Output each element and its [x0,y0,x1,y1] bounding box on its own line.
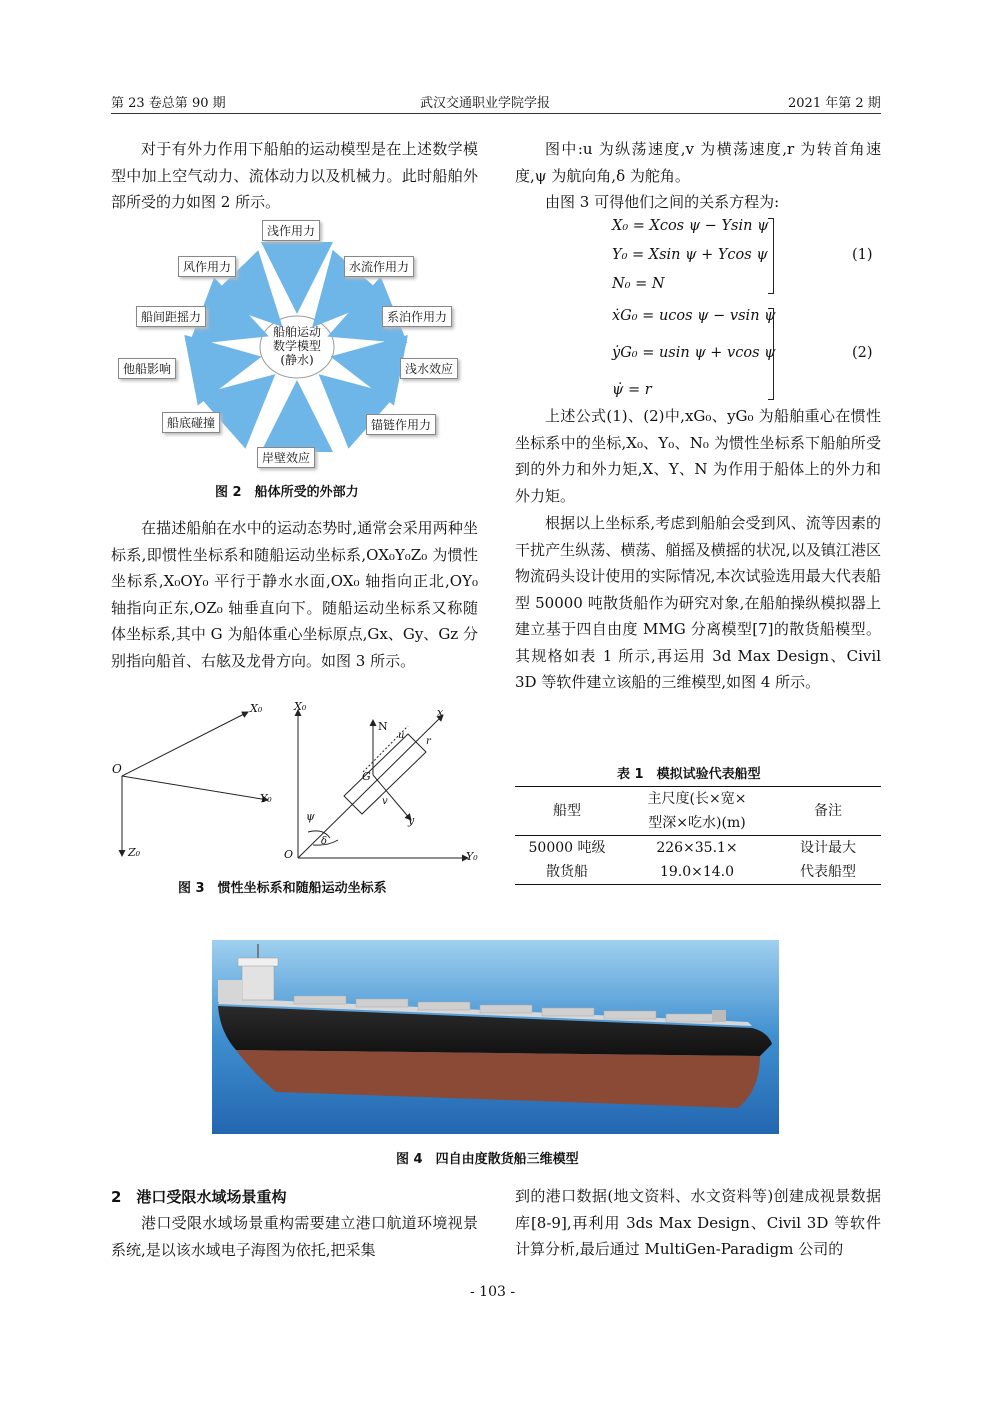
force-box: 风作用力 [178,256,236,277]
fig3-label: δ [321,836,328,847]
force-box: 水流作用力 [344,256,414,277]
right-paragraph-1: 图中:u 为纵荡速度,v 为横荡速度,r 为转首角速度,ψ 为航向角,δ 为舵角。 [515,140,881,185]
force-box: 浅水效应 [400,358,458,379]
page-number: - 103 - [470,1284,516,1300]
header-journal: 武汉交通职业学院学报 [420,96,551,111]
force-box: 系泊作用力 [382,306,452,327]
eq2-brace [768,308,774,400]
table-1-caption: 表 1 模拟试验代表船型 [617,767,761,782]
fig3-label: X₀ [250,702,263,715]
section-2-paragraph-1: 港口受限水域场景重构需要建立港口航道环境视景系统,是以该水域电子海图为依托,把采集 [111,1214,478,1259]
header-volume: 第 23 卷总第 90 期 [111,96,226,111]
table-1 [515,786,881,885]
eq1-line: X₀ = Xcos ψ − Ysin ψ [612,218,769,234]
header-issue: 2021 年第 2 期 [788,96,881,111]
left-paragraph-1: 对于有外力作用下船舶的运动模型是在上述数学模型中加上空气动力、流体动力以及机械力。此时船舶外部所受的力如图 2 所示。 [111,140,478,211]
fig3-label: r [426,736,431,747]
fig3-label: x [437,706,444,719]
table-header-cell: 备注 [814,803,842,819]
fig3-label: u [398,730,405,741]
coordinate-diagram [108,700,483,872]
table-header-cell: 船型 [553,803,581,819]
figure-4-caption: 图 4 四自由度散货船三维模型 [396,1152,579,1167]
eq1-line: Y₀ = Xsin ψ + Ycos ψ [612,247,768,263]
force-box: 浅作用力 [262,220,320,241]
force-box: 他船影响 [118,358,176,379]
fig3-label: O [284,848,294,861]
section-2-paragraph-2: 到的港口数据(地文资料、水文资料等)创建成视景数据库[8-9],再利用 3ds Max Design、Civil 3D 等软件计算分析,最后通过 MultiGen-Paradigm 公司的 [515,1187,881,1258]
table-cell: 226×35.1× 19.0×14.0 [656,840,738,880]
figure-3 [108,700,483,872]
figure-4 [212,940,779,1134]
header-rule [111,113,881,114]
force-box: 岸壁效应 [257,447,315,468]
figure-3-caption: 图 3 惯性坐标系和随船运动坐标系 [178,881,387,896]
right-paragraph-2: 由图 3 可得他们之间的关系方程为: [545,193,780,211]
table-cell: 设计最大 代表船型 [800,840,856,880]
eq1-number: (1) [852,247,873,263]
left-paragraph-2: 在描述船舶在水中的运动态势时,通常会采用两种坐标系,即惯性坐标系和随船运动坐标系,OX₀Y₀Z₀ 为惯性坐标系,X₀OY₀ 平行于静水水面,OX₀ 轴指向正北,OY₀ 轴指向正东,OZ₀ 轴垂直向下。随船运动坐标系又称随体坐标系,其中 G 为船体重心坐标原点,Gx、Gy、Gz 分别指向船首、右舷及龙骨方向。如图 3 所示。 [111,519,478,670]
fig3-label: v [382,796,388,807]
fig3-label: N [378,720,388,733]
fig3-label: y [408,814,415,827]
right-paragraph-4: 根据以上坐标系,考虑到船舶会受到风、流等因素的干扰产生纵荡、横荡、艏摇及横摇的状况,以及镇江港区物流码头设计使用的实际情况,本次试验选用最大代表船型 50000 吨散货船作为研究对象,在船舶操纵模拟器上建立基于四自由度 MMG 分离模型[7]的散货船模型。其规格如表 1 所示,再运用 3d Max Design、Civil 3D 等软件建立该船的三维模型,如图 4 所示。 [515,514,881,691]
fig3-label: ψ [306,810,315,823]
eq2-line: ψ̇ = r [612,382,652,398]
eq2-number: (2) [852,345,873,361]
right-paragraph-3: 上述公式(1)、(2)中,xG₀、yG₀ 为船舶重心在惯性坐标系中的坐标,X₀、Y₀、N₀ 为惯性坐标系下船舶所受到的外力和外力矩,X、Y、N 为作用于船体上的外力和外力矩。 [515,407,881,505]
table-row [515,836,881,885]
figure-2 [112,214,478,476]
table-cell: 50000 吨级 散货船 [528,840,606,880]
table-header-cell: 主尺度(长×宽× 型深×吃水)(m) [647,791,747,831]
ship-render [212,940,779,1134]
force-box: 锚链作用力 [366,414,436,435]
eq1-brace [768,218,774,294]
table-header-row [515,787,881,836]
fig3-label: Y₀ [466,850,478,863]
eq2-line: ẋG₀ = ucos ψ − vsin ψ [612,308,776,324]
superstructure [242,964,274,1000]
force-box: 船底碰撞 [162,412,220,433]
fig3-label: Y₀ [260,792,272,805]
fig3-label: G [362,770,371,783]
fig3-label: X₀ [294,700,307,713]
section-2-title: 2 港口受限水域场景重构 [111,1188,287,1206]
eq1-line: N₀ = N [612,276,665,292]
force-box: 船间距摇力 [136,306,206,327]
eq2-line: ẏG₀ = usin ψ + vcos ψ [612,345,776,361]
fig3-label: O [112,762,122,776]
figure-2-caption: 图 2 船体所受的外部力 [215,485,359,500]
fig3-label: Z₀ [128,846,141,859]
center-label: 船舶运动 数学模型 (静水) [272,325,321,367]
